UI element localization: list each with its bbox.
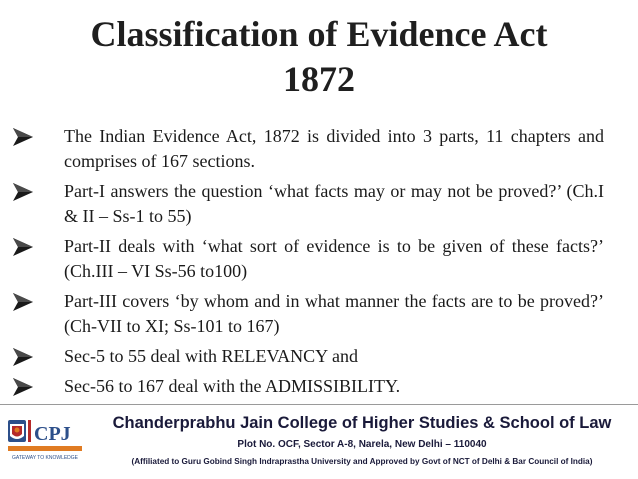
right-arrowhead-icon xyxy=(12,347,34,367)
bullet-text: Part-III covers ‘by whom and in what manner the facts are to be proved?’ (Ch-VII to XI; Ss-101 to 167) xyxy=(64,291,604,336)
bullet-text: Sec-5 to 55 deal with RELEVANCY and xyxy=(64,346,358,366)
title-line-2: 1872 xyxy=(283,59,355,99)
college-address: Plot No. OCF, Sector A-8, Narela, New Delhi – 110040 xyxy=(237,439,487,450)
bullet-text: The Indian Evidence Act, 1872 is divided into 3 parts, 11 chapters and comprises of 167 sections. xyxy=(64,126,604,171)
college-name: Chanderprabhu Jain College of Higher Studies & School of Law xyxy=(112,414,612,432)
footer-divider xyxy=(0,404,638,405)
bullet-list xyxy=(10,124,604,404)
bullet-item xyxy=(10,289,604,339)
right-arrowhead-icon xyxy=(12,182,34,202)
logo-tagline: GATEWAY TO KNOWLEDGE xyxy=(11,455,79,461)
bullet-text: Part-II deals with ‘what sort of evidence is to be given of these facts?’ (Ch.III – VI Ss-56 to100) xyxy=(64,236,604,281)
bullet-item xyxy=(10,124,604,174)
college-crest-icon xyxy=(6,412,86,472)
college-affiliation: (Affiliated to Guru Gobind Singh Indraprastha University and Approved by Govt of NCT of Delhi & Bar Council of India) xyxy=(131,457,593,466)
bullet-text: Part-I answers the question ‘what facts may or may not be proved?’ (Ch.I & II – Ss-1 to 55) xyxy=(64,181,604,226)
right-arrowhead-icon xyxy=(12,377,34,397)
logo-text: CPJ xyxy=(34,423,71,445)
bullet-item xyxy=(10,179,604,229)
bullet-item xyxy=(10,374,604,399)
right-arrowhead-icon xyxy=(12,127,34,147)
right-arrowhead-icon xyxy=(12,237,34,257)
slide-title xyxy=(0,12,638,102)
right-arrowhead-icon xyxy=(12,292,34,312)
title-line-1: Classification of Evidence Act xyxy=(90,14,548,54)
bullet-text: Sec-56 to 167 deal with the ADMISSIBILITY. xyxy=(64,376,401,396)
bullet-item xyxy=(10,344,604,369)
bullet-item xyxy=(10,234,604,284)
